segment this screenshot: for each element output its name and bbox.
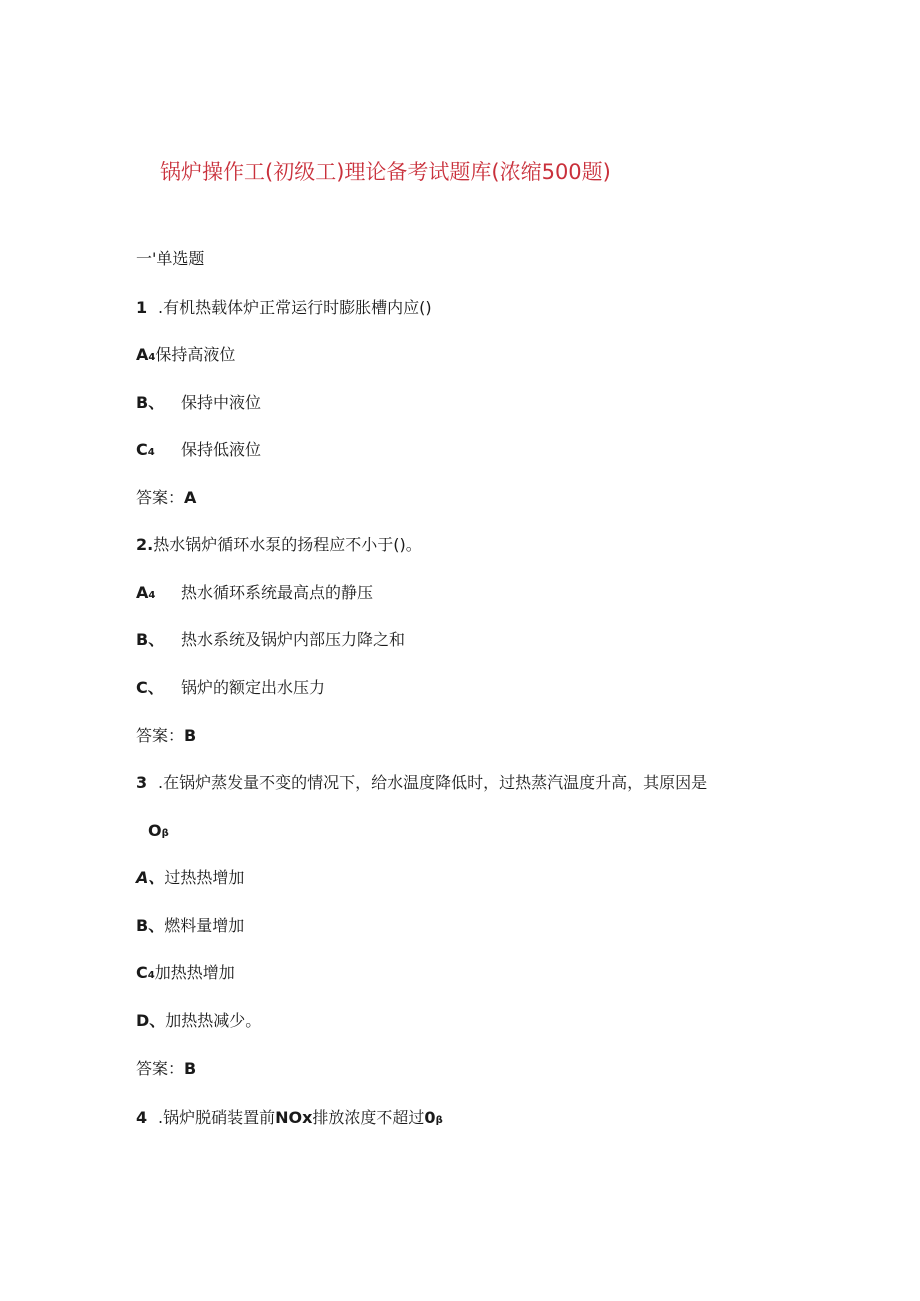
question-2-option-c xyxy=(136,678,325,698)
option-text: 加热热增加 xyxy=(154,963,235,982)
option-label: B、 xyxy=(136,916,165,935)
question-text: 热水锅炉循环水泵的扬程应不小于()。 xyxy=(153,535,422,554)
option-text: 燃料量增加 xyxy=(164,916,245,935)
answer-label: 答案： xyxy=(136,488,185,507)
option-label: B、 xyxy=(136,630,165,649)
question-4 xyxy=(136,1108,443,1131)
question-3-option-c xyxy=(136,963,235,986)
question-text: .有机热载体炉正常运行时膨胀槽内应() xyxy=(158,298,432,317)
question-3-answer xyxy=(136,1059,196,1079)
question-number: 4 xyxy=(136,1108,148,1127)
option-text: 过热热增加 xyxy=(164,868,245,887)
question-1-option-a xyxy=(136,345,235,368)
question-3 xyxy=(136,773,707,793)
question-text-end: 0 xyxy=(424,1108,436,1127)
option-label: A4 xyxy=(136,345,156,364)
document-title: 锅炉操作工(初级工)理论备考试题库(浓缩500题) xyxy=(160,160,611,184)
option-text: 保持低液位 xyxy=(181,440,262,459)
question-1-option-c xyxy=(136,440,261,463)
question-1 xyxy=(136,298,432,318)
question-1-answer xyxy=(136,488,196,508)
question-number: 2. xyxy=(136,535,154,554)
question-2-answer xyxy=(136,726,196,746)
option-label: C4 xyxy=(136,440,155,459)
question-text: .锅炉脱硝装置前 xyxy=(158,1108,276,1127)
question-text-post: 排放浓度不超过 xyxy=(312,1108,425,1127)
answer-value: A xyxy=(184,488,197,507)
question-3-continuation: Oβ xyxy=(148,821,169,840)
option-text: 锅炉的额定出水压力 xyxy=(181,678,326,697)
question-2-option-a xyxy=(136,583,373,606)
question-3-option-b xyxy=(136,916,244,936)
option-label: D、 xyxy=(136,1011,166,1030)
option-text: 加热热减少。 xyxy=(165,1011,262,1030)
question-text-bold: NOx xyxy=(275,1108,313,1127)
question-2 xyxy=(136,535,422,555)
option-text: 热水循环系统最高点的静压 xyxy=(181,583,374,602)
option-label: C、 xyxy=(136,678,164,697)
section-heading: 一'单选题 xyxy=(136,249,205,268)
option-text: 保持中液位 xyxy=(181,393,262,412)
question-2-option-b xyxy=(136,630,405,650)
option-label: A4 xyxy=(136,583,156,602)
answer-value: B xyxy=(184,1059,197,1078)
answer-value: B xyxy=(184,726,197,745)
option-text: 保持高液位 xyxy=(155,345,236,364)
option-label: B、 xyxy=(136,393,165,412)
question-text: .在锅炉蒸发量不变的情况下，给水温度降低时，过热蒸汽温度升高，其原因是 xyxy=(158,773,708,792)
question-3-option-a xyxy=(136,868,244,888)
question-1-option-b xyxy=(136,393,261,413)
option-text: 热水系统及锅炉内部压力降之和 xyxy=(181,630,406,649)
option-label: A、 xyxy=(136,868,165,887)
question-text-end-sub: β xyxy=(435,1115,443,1126)
answer-label: 答案： xyxy=(136,726,185,745)
question-3-option-d xyxy=(136,1011,261,1031)
question-number: 3 xyxy=(136,773,148,792)
option-label: C4 xyxy=(136,963,155,982)
question-number: 1 xyxy=(136,298,148,317)
answer-label: 答案： xyxy=(136,1059,185,1078)
